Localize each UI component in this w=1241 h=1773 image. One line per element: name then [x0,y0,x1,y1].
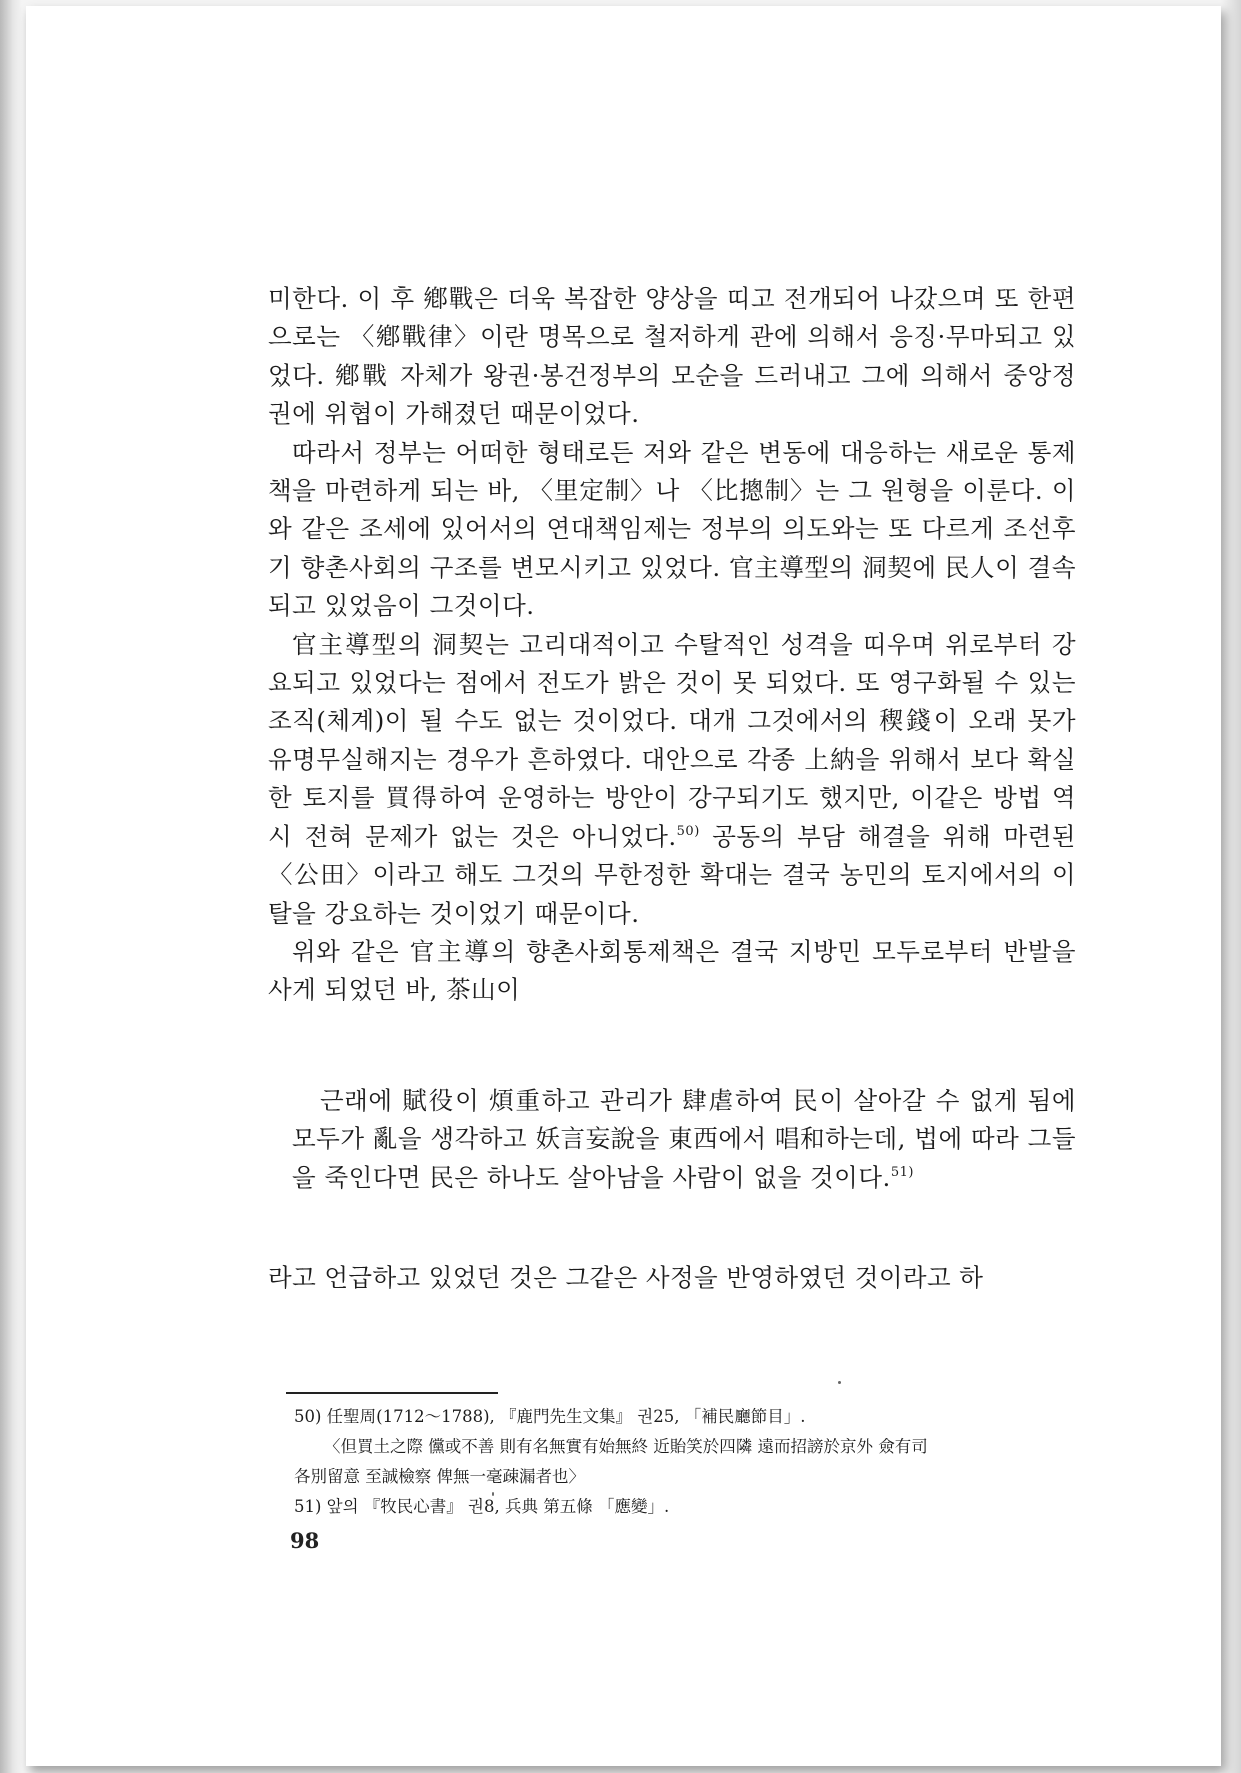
paragraph-3-text: 官主導型의 洞契는 고리대적이고 수탈적인 성격을 띠우며 위로부터 강요되고 있었다는 점에서 전도가 밝은 것이 못 되었다. 또 영구화될 수 있는 조직(체계)이 될 수도 없는 것이었다. 대개 그것에서의 稧錢이 오래 못가 유명무실해지는 경우가 흔하였다. 대안으로 각종 上納을 위해서 보다 확실한 토지를 買得하여 운영하는 방안이 강구되기도 했지만, 이같은 방법 역시 전혀 문제가 없는 것은 아니었다. [268,629,1076,851]
main-text [268,280,1076,1297]
paragraph-3 [268,626,1076,933]
page-edge-shadow [1221,0,1241,1773]
paragraph-2: 따라서 정부는 어떠한 형태로든 저와 같은 변동에 대응하는 새로운 통제책을 마련하게 되는 바, 〈里定制〉나 〈比摠制〉는 그 원형을 이룬다. 이와 같은 조세에 있어서의 연대책임제는 정부의 의도와는 또 다르게 조선후기 향촌사회의 구조를 변모시키고 있었다. 官主導型의 洞契에 民人이 결속되고 있었음이 그것이다. [268,437,1076,621]
footnote-ref-51[interactable]: 51) [890,1164,914,1180]
footnote-divider [286,1392,498,1394]
paragraph-after-quote: 라고 언급하고 있었던 것은 그같은 사정을 반영하였던 것이라고 하 [268,1262,984,1292]
book-spine-shadow [0,0,22,1773]
scan-speck [838,1381,841,1384]
block-quote-text: 근래에 賦役이 煩重하고 관리가 肆虐하여 民이 살아갈 수 없게 됨에 모두가 亂을 생각하고 妖言妄說을 東西에서 唱和하는데, 법에 따라 그들을 죽인다면 民은 하나도 살아남을 사람이 없을 것이다. [292,1085,1076,1192]
paragraph-3-cont: 공동의 부담 해결을 위해 마련된 〈公田〉이라고 해도 그것의 무한정한 확대는 결국 농민의 토지에서의 이탈을 강요하는 것이었기 때문이다. [268,821,1076,928]
footnotes [294,1402,1074,1522]
footnote-51: 51) 앞의 『牧民心書』 권8, 兵典 第五條 「應變」. [294,1497,670,1516]
scan-speck [492,1492,494,1496]
paragraph-1: 미한다. 이 후 鄕戰은 더욱 복잡한 양상을 띠고 전개되어 나갔으며 또 한편으로는 〈鄕戰律〉이란 명목으로 철저하게 관에 의해서 응징·무마되고 있었다. 鄕戰 자체가 왕권·봉건정부의 모순을 드러내고 그에 의해서 중앙정권에 위협이 가해졌던 때문이었다. [268,284,1076,429]
footnote-50: 50) 任聖周(1712～1788), 『鹿門先生文集』 권25, 「補民廳節目」. [294,1407,806,1426]
block-quote [268,1082,1076,1197]
page-number: 98 [290,1528,320,1553]
footnote-50-quote: 〈但買土之際 儻或不善 則有名無實有始無終 近貽笑於四隣 遠而招謗於京外 僉有司 [324,1437,928,1456]
paragraph-4: 위와 같은 官主導의 향촌사회통제책은 결국 지방민 모두로부터 반발을 사게 되었던 바, 茶山이 [268,936,1076,1005]
footnote-50-quote-cont: 各別留意 至誠檢察 俾無一毫疎漏者也〉 [294,1467,585,1486]
footnote-ref-50[interactable]: 50) [676,823,700,839]
